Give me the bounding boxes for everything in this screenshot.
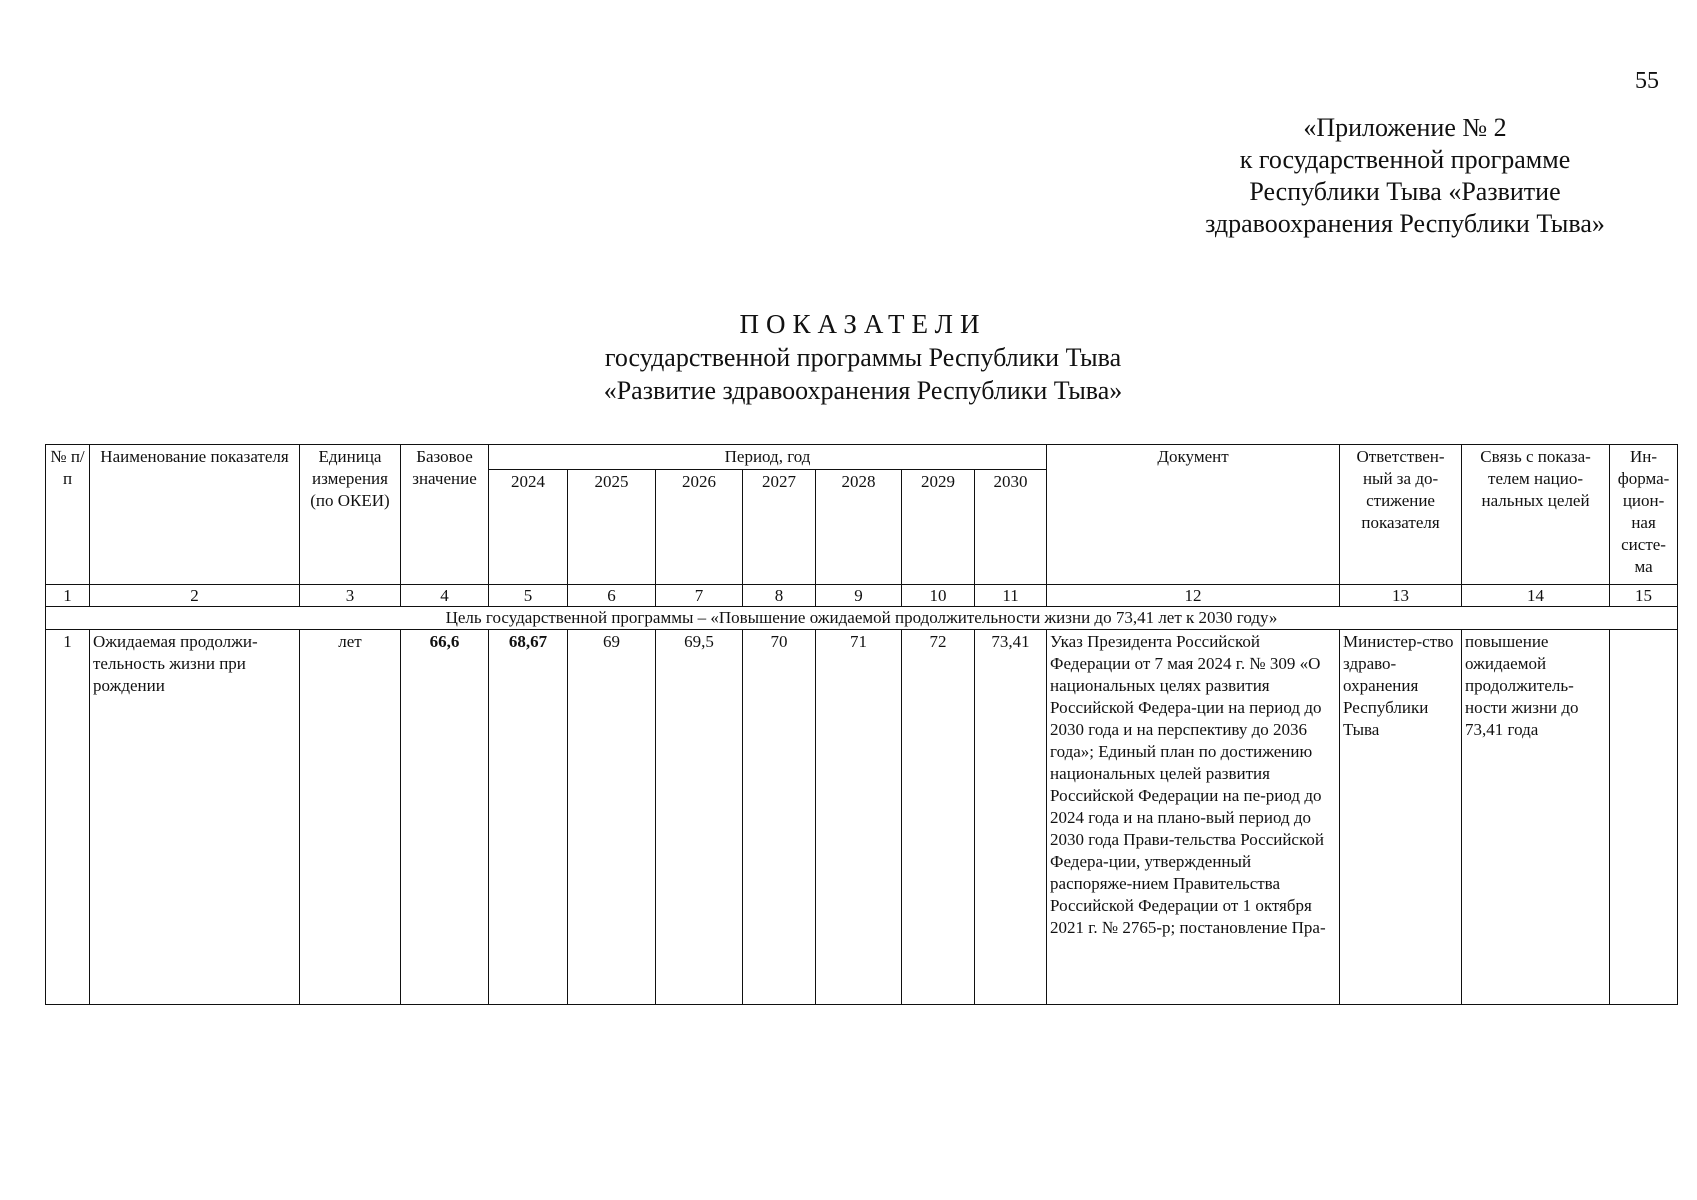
appendix-note-line: Республики Тыва «Развитие	[1249, 177, 1561, 206]
value-2028: 71	[816, 630, 902, 1005]
table-row	[46, 630, 1678, 1005]
column-number: 15	[1610, 585, 1678, 607]
column-number: 8	[743, 585, 816, 607]
header-year: 2029	[902, 470, 975, 585]
column-number: 11	[975, 585, 1047, 607]
appendix-note-line: здравоохранения Республики Тыва»	[1205, 209, 1605, 238]
indicator-document: Указ Президента Российской Федерации от 7 мая 2024 г. № 309 «О национальных целях развития Российской Федера-ции на период до 2030 года и на перспективу до 2036 года»; Единый план по достижению национальных целей развития Российской Федерации на пе-риод до 2024 года и на плано-вый период до 2030 года Прави-тельства Российской Федера-ции, утвержденный распоряже-нием Правительства Российской Федерации от 1 октября 2021 г. № 2765-р; постановление Пра-	[1047, 630, 1340, 1005]
document-title	[0, 308, 1697, 407]
column-number: 3	[300, 585, 401, 607]
value-2025: 69	[568, 630, 656, 1005]
value-2030: 73,41	[975, 630, 1047, 1005]
value-2024: 68,67	[489, 630, 568, 1005]
column-number: 14	[1462, 585, 1610, 607]
header-year: 2027	[743, 470, 816, 585]
title-line-2: «Развитие здравоохранения Республики Тыва»	[603, 376, 1123, 405]
appendix-note	[1155, 112, 1655, 240]
column-number: 5	[489, 585, 568, 607]
column-number: 4	[401, 585, 489, 607]
indicator-name: Ожидаемая продолжи-тельность жизни при рождении	[90, 630, 300, 1005]
header-num: № п/п	[46, 445, 90, 585]
column-number: 12	[1047, 585, 1340, 607]
row-num: 1	[46, 630, 90, 1005]
program-goal-row	[46, 607, 1678, 630]
header-base-value: Базовое значение	[401, 445, 489, 585]
column-number: 13	[1340, 585, 1462, 607]
indicators-table	[45, 444, 1678, 1005]
header-period: Период, год	[489, 445, 1047, 470]
header-year: 2024	[489, 470, 568, 585]
header-row	[46, 445, 1678, 470]
header-name: Наименование показателя	[90, 445, 300, 585]
value-2026: 69,5	[656, 630, 743, 1005]
column-number: 7	[656, 585, 743, 607]
column-number: 2	[90, 585, 300, 607]
indicator-unit: лет	[300, 630, 401, 1005]
header-unit: Единица измерения (по ОКЕИ)	[300, 445, 401, 585]
column-number: 1	[46, 585, 90, 607]
column-numbers-row	[46, 585, 1678, 607]
header-responsible: Ответствен-ный за до-стижение показателя	[1340, 445, 1462, 585]
indicator-info-system	[1610, 630, 1678, 1005]
base-value: 66,6	[401, 630, 489, 1005]
value-2029: 72	[902, 630, 975, 1005]
page-number: 55	[1635, 68, 1659, 94]
program-goal: Цель государственной программы – «Повышение ожидаемой продолжительности жизни до 73,41 лет к 2030 году»	[46, 607, 1678, 630]
appendix-note-line: «Приложение № 2	[1303, 113, 1507, 142]
header-year: 2030	[975, 470, 1047, 585]
header-year: 2025	[568, 470, 656, 585]
appendix-note-line: к государственной программе	[1239, 145, 1571, 174]
header-national-goal-link: Связь с показа-телем нацио-нальных целей	[1462, 445, 1610, 585]
column-number: 9	[816, 585, 902, 607]
header-year: 2026	[656, 470, 743, 585]
header-year: 2028	[816, 470, 902, 585]
value-2027: 70	[743, 630, 816, 1005]
indicator-national-goal-link: повышение ожидаемой продолжитель-ности жизни до 73,41 года	[1462, 630, 1610, 1005]
title-line-1: государственной программы Республики Тыва	[604, 343, 1122, 372]
header-document: Документ	[1047, 445, 1340, 585]
header-info-system: Ин-форма-цион-ная систе-ма	[1610, 445, 1678, 585]
title-heading: ПОКАЗАТЕЛИ	[739, 309, 987, 339]
column-number: 6	[568, 585, 656, 607]
indicator-responsible: Министер-ство здраво-охранения Республики Тыва	[1340, 630, 1462, 1005]
column-number: 10	[902, 585, 975, 607]
